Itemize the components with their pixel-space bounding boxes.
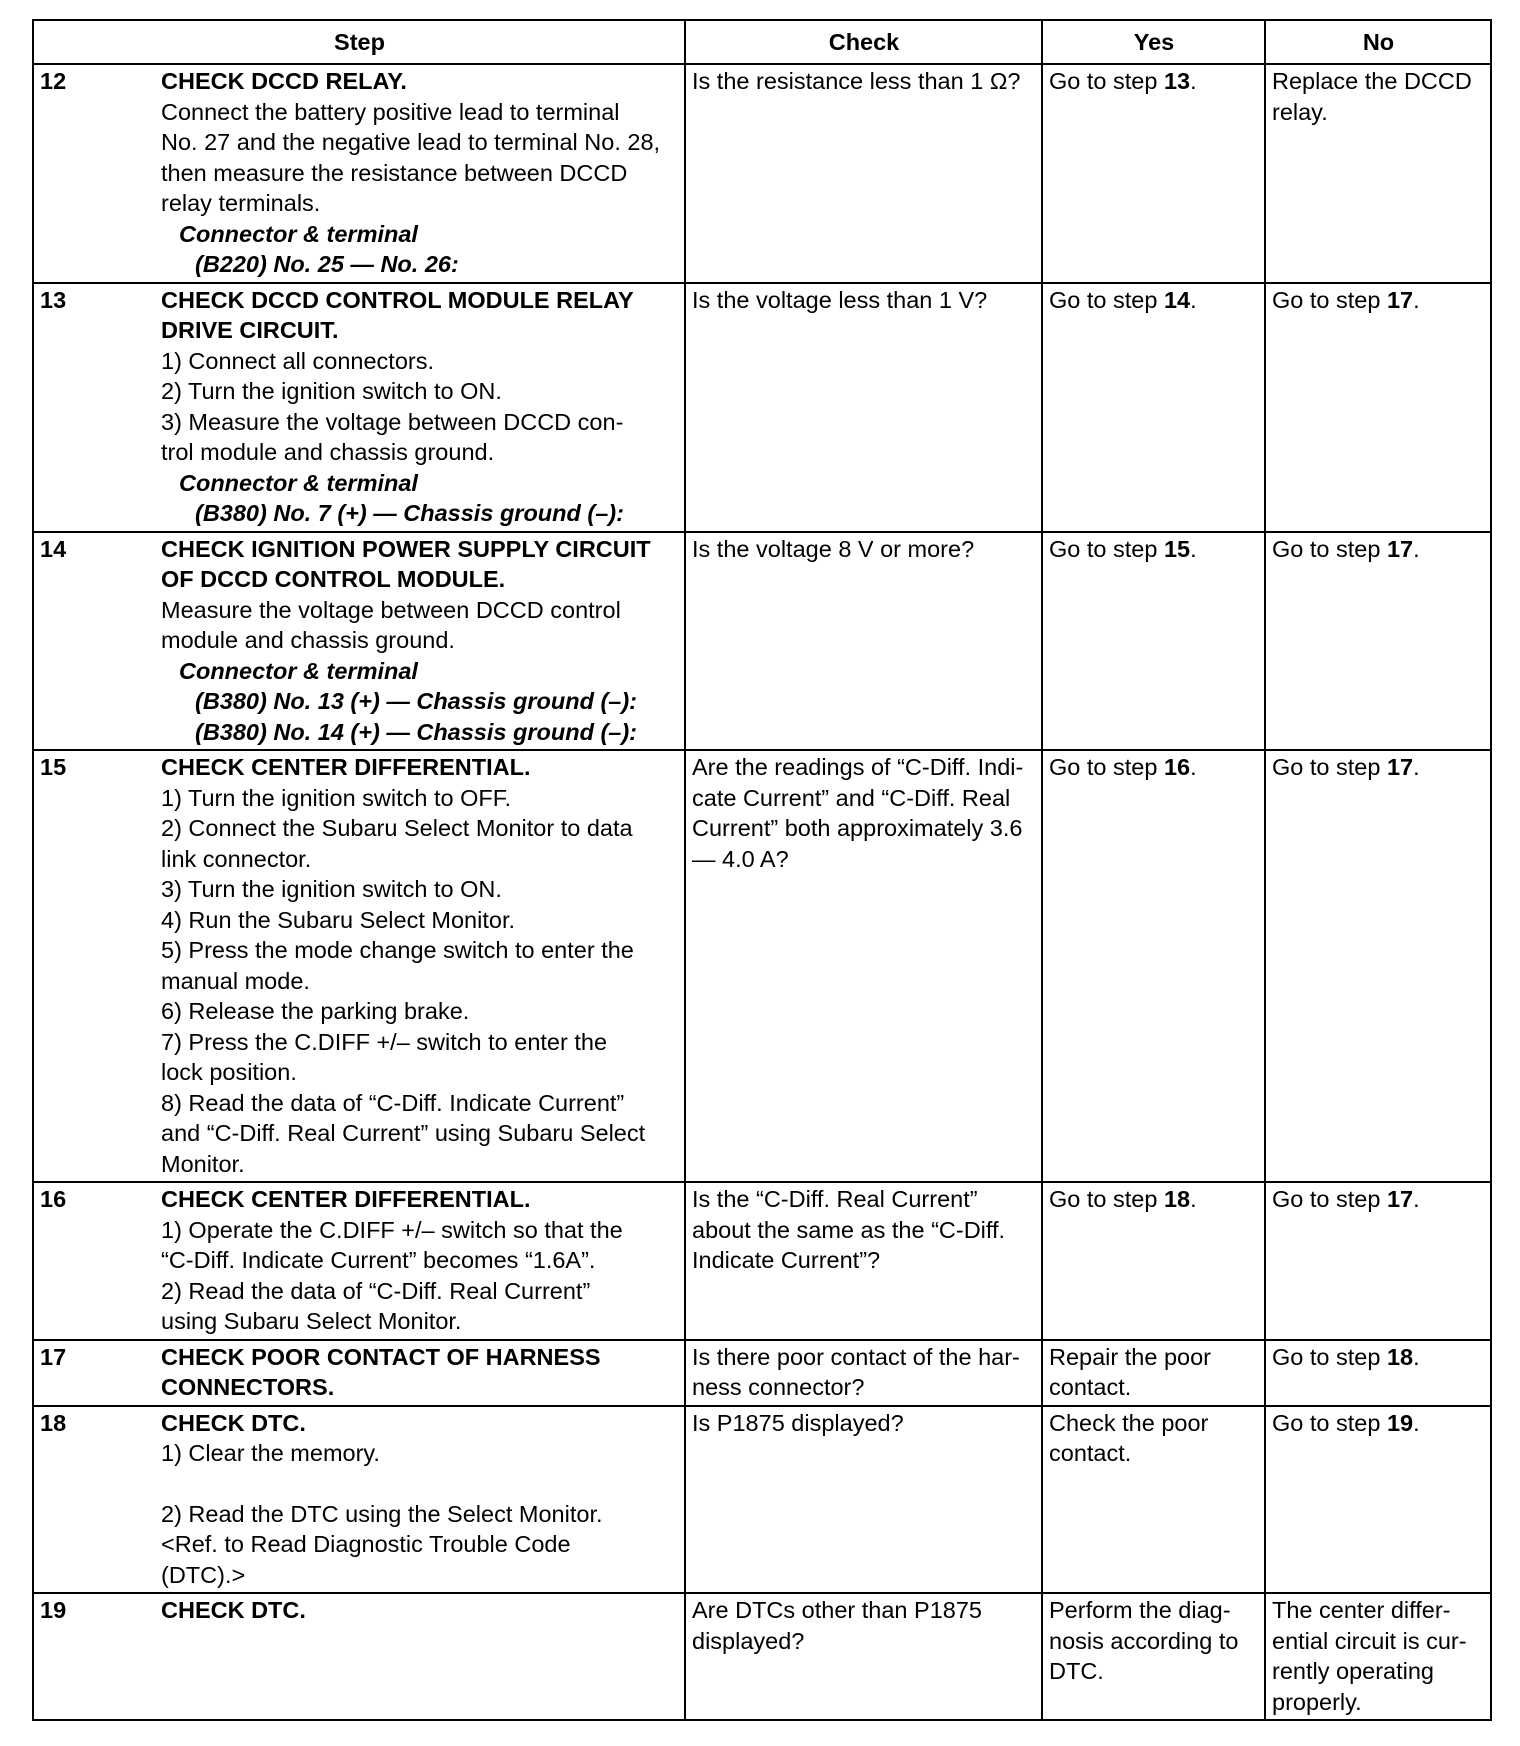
yes-cell: [1042, 1182, 1265, 1340]
no-cell: [1265, 1182, 1491, 1340]
step-title: CHECK DCCD RELAY.: [161, 68, 407, 94]
header-step: Step: [33, 20, 685, 64]
yes-text: Go to step: [1049, 535, 1164, 562]
step-line: <Ref. to Read Diagnostic Trouble Code: [161, 1531, 571, 1557]
step-line: module and chassis ground.: [161, 627, 455, 653]
no-text: Go to step: [1272, 754, 1387, 780]
yes-text: Go to step: [1049, 754, 1164, 780]
connector-value: (B380) No. 14 (+) — Chassis ground (–):: [195, 718, 638, 745]
step-line: 2) Connect the Subaru Select Monitor to data: [161, 815, 633, 841]
step-line: using Subaru Select Monitor.: [161, 1308, 462, 1334]
yes-suffix: .: [1190, 68, 1197, 94]
no-text: Replace the DCCD relay.: [1272, 68, 1472, 125]
no-cell: [1265, 283, 1491, 532]
step-line: 2) Read the data of “C-Diff. Real Current”: [161, 1277, 591, 1304]
yes-cell: [1042, 750, 1265, 1182]
step-line: 2) Read the DTC using the Select Monitor.: [161, 1500, 603, 1527]
yes-suffix: .: [1190, 286, 1197, 313]
step-line: 1) Operate the C.DIFF +/– switch so that the: [161, 1216, 623, 1243]
yes-step-number: 15: [1163, 535, 1191, 562]
step-line: trol module and chassis ground.: [161, 439, 495, 465]
table-row: [33, 750, 1491, 1182]
yes-suffix: .: [1190, 535, 1197, 562]
step-number: 17: [33, 1340, 155, 1406]
step-line: and “C-Diff. Real Current” using Subaru Select: [161, 1120, 646, 1146]
step-cell: [155, 283, 685, 532]
no-suffix: .: [1413, 1409, 1420, 1436]
step-line: link connector.: [161, 845, 312, 872]
step-cell: [155, 64, 685, 283]
table-row: [33, 1340, 1491, 1406]
no-suffix: .: [1413, 1186, 1420, 1212]
yes-cell: [1042, 1340, 1265, 1406]
step-line-gap: [161, 1469, 679, 1499]
yes-step-number: 18: [1163, 1186, 1191, 1212]
check-cell: Is P1875 displayed?: [685, 1406, 1042, 1594]
connector-value: (B220) No. 25 — No. 26:: [195, 251, 459, 277]
check-cell: Is there poor contact of the har-ness connector?: [685, 1340, 1042, 1406]
step-line: 4) Run the Subaru Select Monitor.: [161, 906, 516, 933]
table-body: [33, 64, 1491, 1720]
connector-label: Connector & terminal: [179, 657, 418, 684]
yes-step-number: 16: [1163, 754, 1191, 780]
table-row: [33, 1182, 1491, 1340]
no-cell: [1265, 750, 1491, 1182]
no-cell: [1265, 64, 1491, 283]
step-line: 6) Release the parking brake.: [161, 998, 470, 1024]
step-line: manual mode.: [161, 967, 310, 994]
header-yes: Yes: [1042, 20, 1265, 64]
yes-text: Go to step: [1049, 286, 1164, 313]
yes-suffix: .: [1190, 754, 1197, 780]
no-text: Go to step: [1272, 286, 1387, 313]
no-cell: [1265, 1593, 1491, 1720]
step-number: 12: [33, 64, 155, 283]
yes-text: Go to step: [1049, 1186, 1164, 1212]
step-line: lock position.: [161, 1059, 297, 1085]
step-number: 15: [33, 750, 155, 1182]
no-step-number: 17: [1386, 535, 1414, 562]
step-line: No. 27 and the negative lead to terminal No. 28,: [161, 129, 661, 155]
step-title: CHECK DCCD CONTROL MODULE RELAY DRIVE CIRCUIT.: [161, 286, 634, 343]
no-suffix: .: [1413, 754, 1420, 780]
no-suffix: .: [1413, 286, 1420, 313]
no-cell: [1265, 1340, 1491, 1406]
step-line: 7) Press the C.DIFF +/– switch to enter the: [161, 1028, 608, 1055]
step-line: (DTC).>: [161, 1561, 246, 1588]
step-cell: [155, 1340, 685, 1406]
step-title: CHECK CENTER DIFFERENTIAL.: [161, 1186, 531, 1212]
step-cell: [155, 1406, 685, 1594]
step-title: CHECK DTC.: [161, 1597, 306, 1623]
check-cell: Is the resistance less than 1 Ω?: [685, 64, 1042, 283]
connector-value: (B380) No. 13 (+) — Chassis ground (–):: [195, 688, 638, 714]
no-text: Go to step: [1272, 1186, 1387, 1212]
step-line: 5) Press the mode change switch to enter the: [161, 937, 634, 963]
yes-cell: [1042, 1406, 1265, 1594]
check-cell: Is the voltage 8 V or more?: [685, 532, 1042, 751]
step-cell: [155, 1593, 685, 1720]
table-row: [33, 1406, 1491, 1594]
no-cell: [1265, 532, 1491, 751]
header-row: [33, 20, 1491, 64]
check-cell: Is the voltage less than 1 V?: [685, 283, 1042, 532]
step-line: 1) Connect all connectors.: [161, 347, 435, 374]
step-cell: [155, 750, 685, 1182]
header-no: No: [1265, 20, 1491, 64]
no-step-number: 17: [1386, 286, 1414, 313]
diagnostic-table: [32, 19, 1492, 1721]
step-number: 19: [33, 1593, 155, 1720]
yes-cell: [1042, 1593, 1265, 1720]
step-line: 3) Turn the ignition switch to ON.: [161, 876, 502, 902]
yes-text: Check the poor contact.: [1049, 1409, 1209, 1466]
step-line: 3) Measure the voltage between DCCD con-: [161, 408, 624, 435]
step-line: Connect the battery positive lead to terminal: [161, 98, 620, 125]
yes-cell: [1042, 532, 1265, 751]
step-line: Measure the voltage between DCCD control: [161, 596, 621, 623]
no-step-number: 17: [1386, 754, 1414, 780]
step-title: CHECK DTC.: [161, 1409, 306, 1436]
step-line: 8) Read the data of “C-Diff. Indicate Current”: [161, 1089, 625, 1116]
no-text: Go to step: [1272, 1409, 1387, 1436]
step-line: Monitor.: [161, 1150, 245, 1177]
no-step-number: 17: [1386, 1186, 1414, 1212]
no-suffix: .: [1413, 535, 1420, 562]
check-cell: Are the readings of “C-Diff. Indi-cate Current” and “C-Diff. Real Current” both approximately 3.6 — 4.0 A?: [685, 750, 1042, 1182]
step-title: CHECK CENTER DIFFERENTIAL.: [161, 754, 531, 780]
no-cell: [1265, 1406, 1491, 1594]
step-cell: [155, 532, 685, 751]
yes-cell: [1042, 64, 1265, 283]
no-text: Go to step: [1272, 535, 1387, 562]
no-step-number: 19: [1386, 1409, 1414, 1436]
header-check: Check: [685, 20, 1042, 64]
step-line: 1) Clear the memory.: [161, 1440, 380, 1466]
step-line: then measure the resistance between DCCD: [161, 159, 628, 186]
step-number: 14: [33, 532, 155, 751]
connector-label: Connector & terminal: [179, 220, 418, 247]
no-suffix: .: [1413, 1343, 1420, 1370]
yes-text: Go to step: [1049, 68, 1164, 94]
step-line: 1) Turn the ignition switch to OFF.: [161, 784, 512, 811]
connector-label: Connector & terminal: [179, 469, 418, 496]
yes-text: Perform the diag-nosis according to DTC.: [1049, 1597, 1239, 1684]
table-row: [33, 64, 1491, 283]
yes-cell: [1042, 283, 1265, 532]
yes-step-number: 14: [1163, 286, 1191, 313]
step-line: “C-Diff. Indicate Current” becomes “1.6A”.: [161, 1247, 596, 1273]
table-row: [33, 1593, 1491, 1720]
check-cell: Is the “C-Diff. Real Current” about the same as the “C-Diff. Indicate Current”?: [685, 1182, 1042, 1340]
step-number: 16: [33, 1182, 155, 1340]
step-line: relay terminals.: [161, 190, 321, 216]
step-title: CHECK IGNITION POWER SUPPLY CIRCUIT OF DCCD CONTROL MODULE.: [161, 535, 651, 592]
step-cell: [155, 1182, 685, 1340]
step-title: CHECK POOR CONTACT OF HARNESS CONNECTORS.: [161, 1343, 601, 1400]
yes-suffix: .: [1190, 1186, 1197, 1212]
no-text: The center differ-ential circuit is cur-rently operating properly.: [1272, 1597, 1467, 1715]
step-line: 2) Turn the ignition switch to ON.: [161, 378, 502, 404]
no-step-number: 18: [1386, 1343, 1414, 1370]
check-cell: Are DTCs other than P1875 displayed?: [685, 1593, 1042, 1720]
no-text: Go to step: [1272, 1343, 1387, 1370]
step-number: 18: [33, 1406, 155, 1594]
step-number: 13: [33, 283, 155, 532]
table-row: [33, 532, 1491, 751]
connector-value: (B380) No. 7 (+) — Chassis ground (–):: [195, 500, 624, 526]
yes-text: Repair the poor contact.: [1049, 1343, 1211, 1400]
yes-step-number: 13: [1163, 68, 1191, 94]
table-row: [33, 283, 1491, 532]
